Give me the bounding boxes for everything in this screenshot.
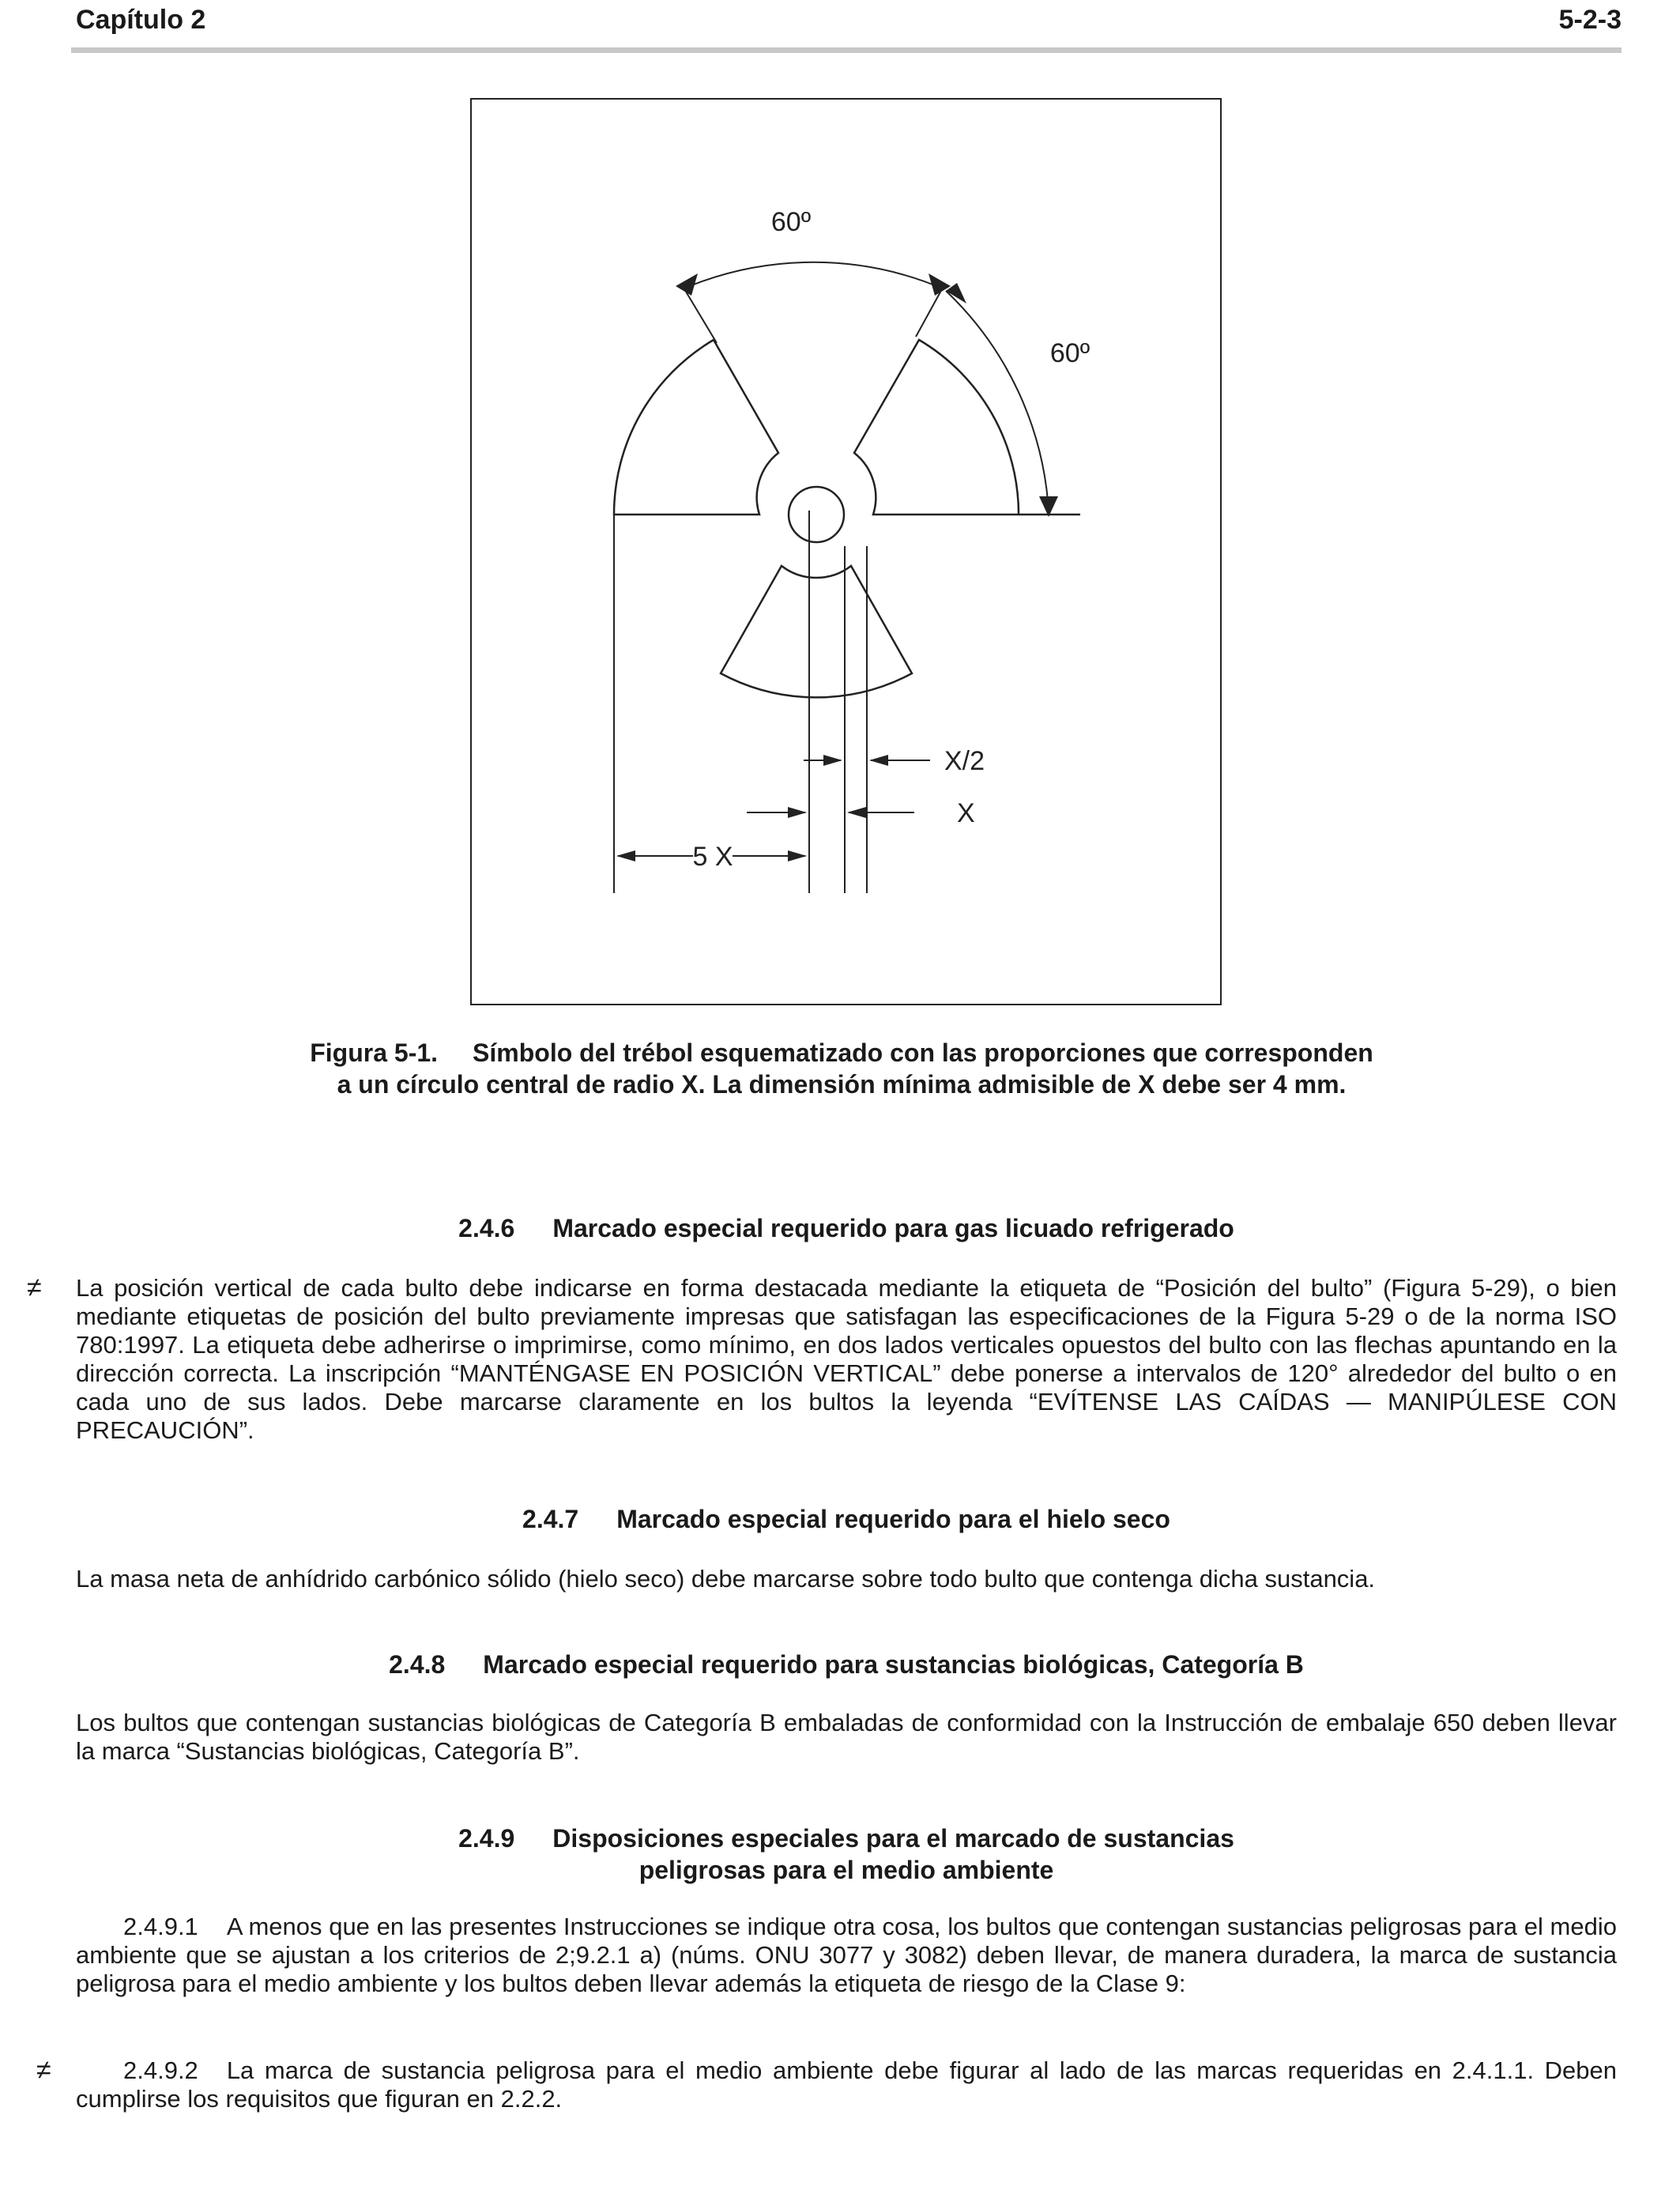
chapter-header: Capítulo 2 — [76, 5, 206, 35]
angle-label-top: 60º — [770, 207, 812, 237]
dim-label-x: X — [957, 798, 975, 828]
trefoil-diagram — [472, 100, 1223, 1007]
caption-line-2: a un círculo central de radio X. La dimensión mínima admisible de X debe ser 4 mm. — [337, 1070, 1347, 1099]
section-heading-249 — [76, 1823, 1617, 1886]
section-heading-247 — [76, 1503, 1617, 1535]
paragraph-number: 2.4.9.1 — [123, 1913, 198, 1940]
dim-label-5x: 5 X — [692, 842, 733, 872]
bottom-blade — [721, 566, 912, 697]
angle-label-right: 60º — [1049, 338, 1090, 368]
section-title: Marcado especial requerido para el hielo seco — [616, 1505, 1170, 1533]
angle-arc-right — [946, 291, 1049, 511]
section-number: 2.4.9 — [458, 1824, 515, 1853]
caption-line-1: Símbolo del trébol esquematizado con las proporciones que corresponden — [473, 1039, 1373, 1067]
dim-label-half-x: X/2 — [944, 746, 985, 776]
paragraph-247: La masa neta de anhídrido carbónico sólido (hielo seco) debe marcarse sobre todo bulto que contenga dicha sustancia. — [76, 1565, 1376, 1593]
section-heading-248 — [76, 1649, 1617, 1680]
section-title: Marcado especial requerido para gas licuado refrigerado — [552, 1214, 1234, 1242]
section-title-line-2: peligrosas para el medio ambiente — [638, 1856, 1054, 1884]
caption-number: Figura 5-1. — [310, 1039, 439, 1067]
section-title-line-1: Disposiciones especiales para el marcado de sustancias — [552, 1824, 1234, 1853]
paragraph-2492 — [76, 2056, 1617, 2113]
angle-arc-top — [682, 262, 944, 289]
paragraph-number: 2.4.9.2 — [123, 2056, 198, 2084]
left-blade — [614, 340, 778, 515]
page-number: 5-2-3 — [1558, 5, 1622, 35]
change-marker: ≠ — [36, 2055, 51, 2085]
paragraph-text: A menos que en las presentes Instrucciones se indique otra cosa, los bultos que contengan sustancias peligrosas para el medio ambiente que se ajustan a los criterios de 2;9.2.1 a) (núms. ONU 3077 y 3082) deben llevar, de manera duradera, la marca de sustancia peligrosa para el medio ambiente y los bultos deben llevar además la etiqueta de riesgo de la Clase 9: — [76, 1913, 1617, 1997]
paragraph-248: Los bultos que contengan sustancias biológicas de Categoría B embaladas de conformidad con la Instrucción de embalaje 650 deben llevar la marca “Sustancias biológicas, Categoría B”. — [76, 1709, 1617, 1765]
section-title: Marcado especial requerido para sustancias biológicas, Categoría B — [483, 1650, 1304, 1679]
paragraph-text: La marca de sustancia peligrosa para el medio ambiente debe figurar al lado de las marcas requeridas en 2.4.1.1. Deben cumplirse los requisitos que figuran en 2.2.2. — [76, 2056, 1617, 2113]
figure-caption — [269, 1037, 1414, 1100]
right-blade — [854, 340, 1019, 515]
section-heading-246 — [76, 1212, 1617, 1244]
section-number: 2.4.6 — [458, 1214, 515, 1242]
header-rule — [71, 47, 1622, 53]
central-circle — [789, 487, 844, 542]
paragraph-2491 — [76, 1913, 1617, 1998]
change-marker: ≠ — [27, 1272, 42, 1302]
section-number: 2.4.7 — [522, 1505, 579, 1533]
trefoil-figure — [470, 98, 1222, 1005]
paragraph-246: La posición vertical de cada bulto debe indicarse en forma destacada mediante la etiqueta de “Posición del bulto” (Figura 5-29), o bien mediante etiquetas de posición del bulto previamente impresas que satisfagan las especificaciones de la Figura 5-29 o de la norma ISO 780:1997. La etiqueta debe adherirse o imprimirse, como mínimo, en dos lados verticales opuestos del bulto con las flechas apuntando en la dirección correcta. La inscripción “MANTÉNGASE EN POSICIÓN VERTICAL” debe ponerse a intervalos de 120° alrededor del bulto o en cada uno de sus lados. Debe marcarse claramente en los bultos la leyenda “EVÍTENSE LAS CAÍDAS — MANIPÚLESE CON PRECAUCIÓN”. — [76, 1274, 1617, 1444]
section-number: 2.4.8 — [389, 1650, 446, 1679]
